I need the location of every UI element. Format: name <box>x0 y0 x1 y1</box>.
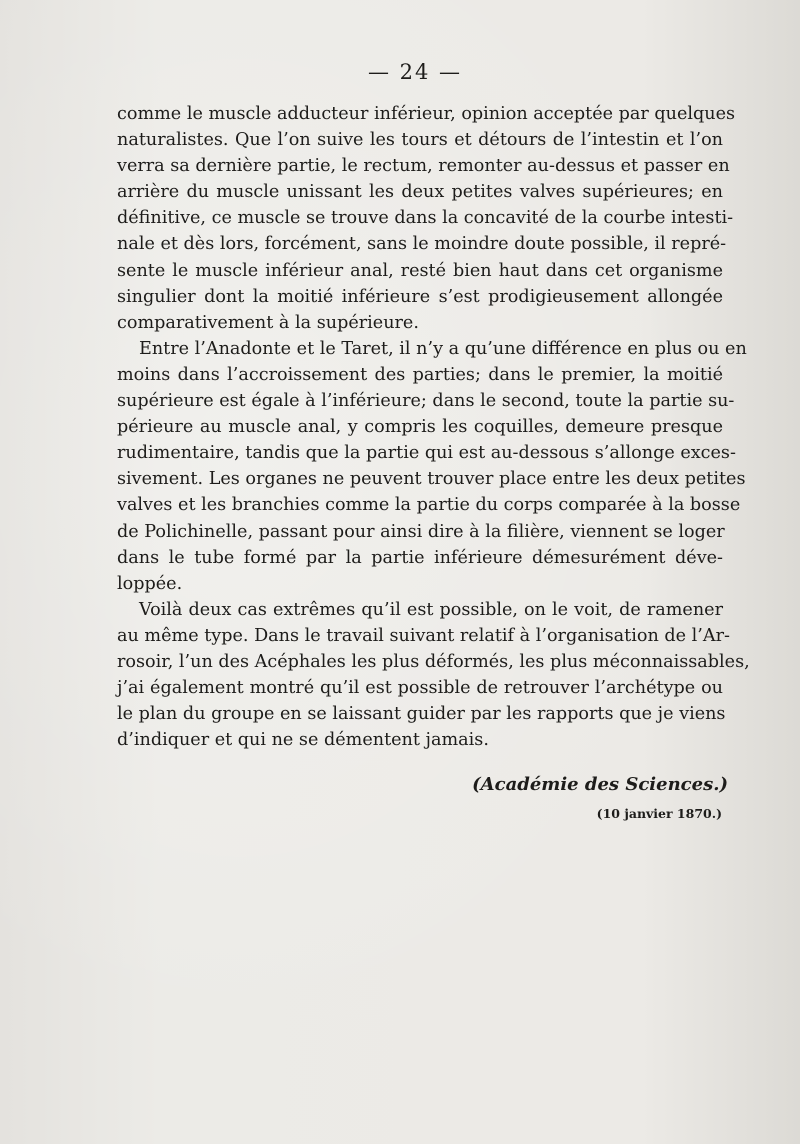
body-text <box>117 101 750 753</box>
text-line: Voilà deux cas extrêmes qu’il est possible, on le voit, de ramener <box>139 599 723 620</box>
text-line: de Polichinelle, passant pour ainsi dire à la filière, viennent se loger <box>117 521 725 542</box>
text-line: Entre l’Anadonte et le Taret, il n’y a qu’une différence en plus ou en <box>139 338 747 359</box>
text-line: verra sa dernière partie, le rectum, remonter au-dessus et passer en <box>117 156 730 177</box>
text-line: dans le tube formé par la partie inférieure démesurément déve- <box>117 547 723 568</box>
text-line: naturalistes. Que l’on suive les tours et détours de l’intestin et l’on <box>117 130 723 151</box>
text-line: rosoir, l’un des Acéphales les plus déformés, les plus méconnaissables, <box>117 651 750 672</box>
text-line: sivement. Les organes ne peuvent trouver place entre les deux petites <box>117 469 746 490</box>
page-number: — 24 — <box>367 60 463 84</box>
text-line: le plan du groupe en se laissant guider par les rapports que je viens <box>117 704 726 725</box>
text-line: comparativement à la supérieure. <box>117 312 419 333</box>
text-line: sente le muscle inférieur anal, resté bien haut dans cet organisme <box>117 260 723 281</box>
text-line: définitive, ce muscle se trouve dans la concavité de la courbe intesti- <box>117 208 734 229</box>
text-line: d’indiquer et qui ne se démentent jamais. <box>117 730 489 751</box>
text-line: rudimentaire, tandis que la partie qui est au-dessous s’allonge exces- <box>117 443 736 464</box>
text-line: loppée. <box>117 573 183 594</box>
text-line: j’ai également montré qu’il est possible de retrouver l’archétype ou <box>117 678 723 699</box>
text-line: supérieure est égale à l’inférieure; dans le second, toute la partie su- <box>117 391 735 412</box>
text-line: moins dans l’accroissement des parties; dans le premier, la moitié <box>117 364 723 385</box>
text-line: singulier dont la moitié inférieure s’est prodigieusement allongée <box>117 286 723 307</box>
text-line: périeure au muscle anal, y compris les coquilles, demeure presque <box>117 417 723 438</box>
citation-date: (10 janvier 1870.) <box>596 806 722 821</box>
source-citation: (Académie des Sciences.) <box>472 774 728 795</box>
text-line: comme le muscle adducteur inférieur, opinion acceptée par quelques <box>117 104 736 124</box>
text-line: au même type. Dans le travail suivant relatif à l’organisation de l’Ar- <box>117 625 730 646</box>
text-line: valves et les branchies comme la partie du corps comparée à la bosse <box>117 495 741 516</box>
text-line: arrière du muscle unissant les deux petites valves supérieures; en <box>117 182 723 203</box>
text-line: nale et dès lors, forcément, sans le moindre doute possible, il repré- <box>117 234 727 255</box>
